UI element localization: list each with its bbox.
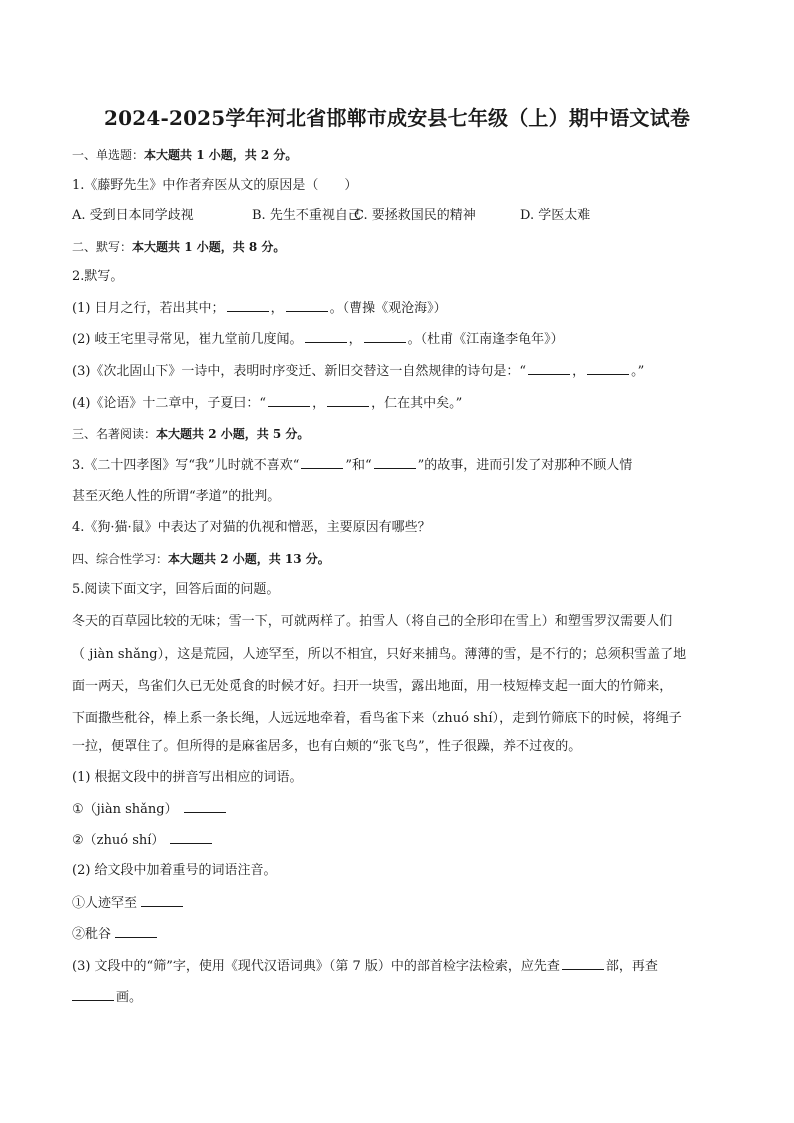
item-text: ， bbox=[312, 396, 326, 411]
item-text: ①（jiàn shǎng） bbox=[72, 802, 178, 817]
item-text: 。” bbox=[631, 364, 645, 379]
section-heading-4 bbox=[72, 549, 732, 569]
subquestion-1b bbox=[72, 830, 732, 851]
item-text: (2) 岐王宅里寻常见，崔九堂前几度闻。 bbox=[72, 332, 303, 347]
item-text: ②（zhuó shí） bbox=[72, 833, 165, 848]
question-5-stem: 5.阅读下面文字，回答后面的问题。 bbox=[72, 582, 280, 597]
item-text: 。（杜甫《江南逢李龟年》） bbox=[407, 332, 564, 347]
passage-line: 一拉，便罩住了。但所得的是麻雀居多，也有白颊的“张飞鸟”，性子很躁，养不过夜的。 bbox=[72, 739, 582, 754]
item-text: ①人迹罕至 bbox=[72, 896, 138, 911]
subquestion-1: (1) 根据文段中的拼音写出相应的词语。 bbox=[72, 770, 303, 785]
answer-blank bbox=[364, 329, 406, 343]
item-text: (1) 日月之行，若出其中； bbox=[72, 301, 225, 316]
question-2-stem: 2.默写。 bbox=[72, 269, 124, 284]
option-c: C. 要拯救国民的精神 bbox=[354, 208, 476, 223]
question-1-options bbox=[72, 206, 732, 226]
question-2-item-2 bbox=[72, 329, 732, 350]
option-d: D. 学医太难 bbox=[520, 208, 591, 223]
item-text: (4)《论语》十二章中，子夏曰：“ bbox=[72, 396, 267, 411]
answer-blank bbox=[141, 893, 183, 907]
question-2-item-3 bbox=[72, 361, 732, 382]
answer-blank bbox=[528, 361, 570, 375]
section-heading-1 bbox=[72, 145, 732, 165]
answer-blank bbox=[587, 361, 629, 375]
section-info: 本大题共 1 小题，共 2 分。 bbox=[144, 148, 298, 162]
item-text: ， bbox=[572, 364, 586, 379]
item-text: ， bbox=[348, 332, 362, 347]
item-text: (3)《次北固山下》一诗中，表明时序变迁、新旧交替这一自然规律的诗句是：“ bbox=[72, 364, 527, 379]
item-text: 。（曹操《观沧海》） bbox=[329, 301, 447, 316]
answer-blank bbox=[562, 956, 604, 970]
section-info: 本大题共 2 小题，共 13 分。 bbox=[168, 552, 330, 566]
item-text: ”的故事，进而引发了对那种不顾人情 bbox=[417, 458, 633, 473]
answer-blank bbox=[115, 924, 157, 938]
subquestion-3-line-1 bbox=[72, 956, 732, 977]
section-heading-2 bbox=[72, 237, 732, 257]
answer-blank bbox=[72, 987, 114, 1001]
option-b: B. 先生不重视自己 bbox=[252, 208, 361, 223]
item-text: ②秕谷 bbox=[72, 927, 112, 942]
subquestion-2a bbox=[72, 893, 732, 914]
passage-line: 冬天的百草园比较的无味；雪一下，可就两样了。拍雪人（将自己的全形印在雪上）和塑雪罗汉需要人们 bbox=[72, 614, 673, 629]
item-text: ，仁在其中矣。” bbox=[371, 396, 463, 411]
question-2-item-1 bbox=[72, 298, 732, 319]
item-text: 画。 bbox=[116, 990, 143, 1005]
item-text: ”和“ bbox=[345, 458, 372, 473]
section-heading-3 bbox=[72, 424, 732, 444]
item-text: ， bbox=[270, 301, 284, 316]
answer-blank bbox=[305, 329, 347, 343]
answer-blank bbox=[327, 393, 369, 407]
item-text: 3.《二十四孝图》写“我”儿时就不喜欢“ bbox=[72, 458, 300, 473]
section-name: 三、名著阅读： bbox=[72, 427, 157, 441]
answer-blank bbox=[227, 298, 269, 312]
answer-blank bbox=[286, 298, 328, 312]
passage-line: （ jiàn shǎng），这是荒园，人迹罕至，所以不相宜，只好来捕鸟。薄薄的雪，是不行的；总须积雪盖了地 bbox=[72, 647, 687, 662]
subquestion-2b bbox=[72, 924, 732, 945]
answer-blank bbox=[301, 455, 343, 469]
answer-blank bbox=[374, 455, 416, 469]
subquestion-1a bbox=[72, 799, 732, 820]
question-4-stem: 4.《狗·猫·鼠》中表达了对猫的仇视和憎恶，主要原因有哪些？ bbox=[72, 520, 431, 535]
answer-blank bbox=[170, 830, 212, 844]
passage-line: 面一两天，鸟雀们久已无处觅食的时候才好。扫开一块雪，露出地面，用一枝短棒支起一面大的竹筛来， bbox=[72, 679, 673, 694]
option-a: A. 受到日本同学歧视 bbox=[72, 208, 194, 223]
section-info: 本大题共 1 小题，共 8 分。 bbox=[132, 240, 286, 254]
item-text: (3) 文段中的“筛”字，使用《现代汉语词典》（第 7 版）中的部首检字法检索，应先查 bbox=[72, 959, 560, 974]
question-3-line-1 bbox=[72, 455, 732, 476]
subquestion-3-line-2 bbox=[72, 987, 732, 1008]
page-title: 2024-2025学年河北省邯郸市成安县七年级（上）期中语文试卷 bbox=[103, 106, 691, 130]
section-info: 本大题共 2 小题，共 5 分。 bbox=[156, 427, 310, 441]
question-1-stem: 1.《藤野先生》中作者弃医从文的原因是（ ） bbox=[72, 178, 358, 193]
question-2-item-4 bbox=[72, 393, 732, 414]
item-text: 部，再查 bbox=[605, 959, 658, 974]
passage-line: 下面撒些秕谷，棒上系一条长绳，人远远地牵着，看鸟雀下来（zhuó shí），走到竹筛底下的时候，将绳子 bbox=[72, 711, 682, 726]
question-3-line-2: 甚至灭绝人性的所谓“孝道”的批判。 bbox=[72, 489, 281, 504]
subquestion-2: (2) 给文段中加着重号的词语注音。 bbox=[72, 863, 277, 878]
section-name: 一、单选题： bbox=[72, 148, 145, 162]
answer-blank bbox=[268, 393, 310, 407]
answer-blank bbox=[184, 799, 226, 813]
section-name: 四、综合性学习： bbox=[72, 552, 169, 566]
section-name: 二、默写： bbox=[72, 240, 133, 254]
